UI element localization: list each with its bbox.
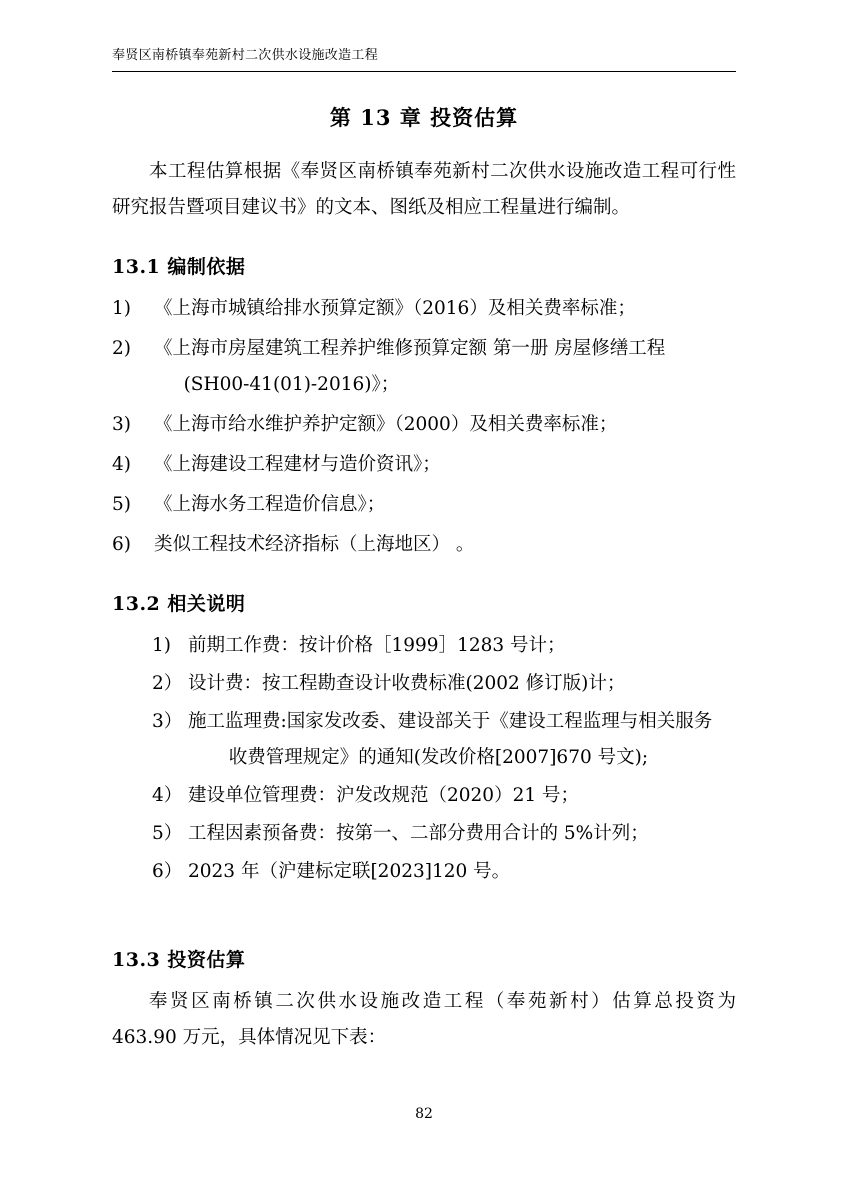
list-item	[152, 666, 736, 702]
list-marker: 5）	[152, 823, 183, 845]
investment-estimate-paragraph: 奉贤区南桥镇二次供水设施改造工程（奉苑新村）估算总投资为 463.90 万元，具体情况见下表：	[112, 990, 736, 1048]
list-text	[154, 407, 736, 443]
list-text-main: 设计费：按工程勘查设计收费标准(2002 修订版)计；	[188, 673, 626, 695]
list-text	[154, 291, 736, 327]
list-text-main: 2023 年（沪建标定联[2023]120 号。	[188, 861, 511, 883]
list-text-main: 类似工程技术经济指标（上海地区） 。	[154, 534, 475, 555]
list-marker: 6)	[112, 534, 131, 555]
section-title-13-2: 13.2 相关说明	[112, 593, 246, 616]
list-text	[188, 704, 736, 776]
list-text-main: 《上海市房屋建筑工程养护维修预算定额 第一册 房屋修缮工程	[154, 337, 666, 359]
list-text	[154, 447, 736, 483]
list-marker: 4)	[112, 453, 131, 475]
list-marker: 6）	[152, 861, 183, 883]
basis-list	[112, 291, 736, 563]
list-text-continuation: (SH00-41(01)-2016)》；	[183, 373, 400, 395]
list-item	[112, 527, 736, 563]
list-text-continuation: 收费管理规定》的通知(发改价格[2007]670 号文);	[228, 747, 649, 769]
list-marker: 3)	[112, 413, 131, 435]
notes-list	[112, 628, 736, 890]
list-item	[152, 704, 736, 776]
list-item	[112, 447, 736, 483]
list-text-main: 前期工作费：按计价格［1999］1283 号计；	[188, 635, 566, 657]
list-text-main: 施工监理费:国家发改委、建设部关于《建设工程监理与相关服务	[188, 711, 713, 733]
list-text-main: 《上海市城镇给排水预算定额》（2016）及相关费率标准；	[154, 297, 636, 319]
list-text-main: 《上海市给水维护养护定额》（2000）及相关费率标准；	[154, 413, 618, 435]
list-text	[188, 778, 736, 814]
list-item	[152, 628, 736, 664]
list-text	[188, 816, 736, 852]
list-item	[152, 816, 736, 852]
list-item	[112, 291, 736, 327]
list-text-main: 工程因素预备费：按第一、二部分费用合计的 5%计列；	[188, 823, 649, 845]
list-text-main: 《上海建设工程建材与造价资讯》；	[154, 453, 441, 475]
list-text	[154, 527, 736, 563]
chapter-intro-paragraph: 本工程估算根据《奉贤区南桥镇奉苑新村二次供水设施改造工程可行性研究报告暨项目建议书》的文本、图纸及相应工程量进行编制。	[112, 160, 736, 218]
list-marker: 2）	[152, 673, 183, 695]
page-number: 82	[415, 1106, 433, 1122]
section-title-13-1: 13.1 编制依据	[112, 255, 246, 278]
page-content	[112, 46, 736, 1070]
list-item	[112, 331, 736, 403]
section-spacer	[112, 893, 736, 919]
list-marker: 2)	[112, 337, 131, 359]
list-marker: 4）	[152, 785, 183, 807]
list-item	[112, 407, 736, 443]
list-text-main: 《上海水务工程造价信息》；	[154, 493, 386, 515]
running-header: 奉贤区南桥镇奉苑新村二次供水设施改造工程	[112, 46, 736, 72]
list-marker: 1)	[152, 635, 171, 657]
list-text	[188, 854, 736, 890]
list-text	[154, 331, 736, 403]
list-text	[188, 666, 736, 702]
list-text	[188, 628, 736, 664]
list-item	[152, 854, 736, 890]
list-marker: 1)	[112, 297, 131, 319]
list-marker: 5)	[112, 493, 131, 515]
list-text-main: 建设单位管理费：沪发改规范（2020）21 号；	[188, 785, 580, 807]
list-text	[154, 487, 736, 523]
list-item	[152, 778, 736, 814]
list-item	[112, 487, 736, 523]
chapter-title: 第 13 章 投资估算	[329, 104, 519, 130]
list-marker: 3）	[152, 711, 183, 733]
section-title-13-3: 13.3 投资估算	[112, 948, 246, 971]
